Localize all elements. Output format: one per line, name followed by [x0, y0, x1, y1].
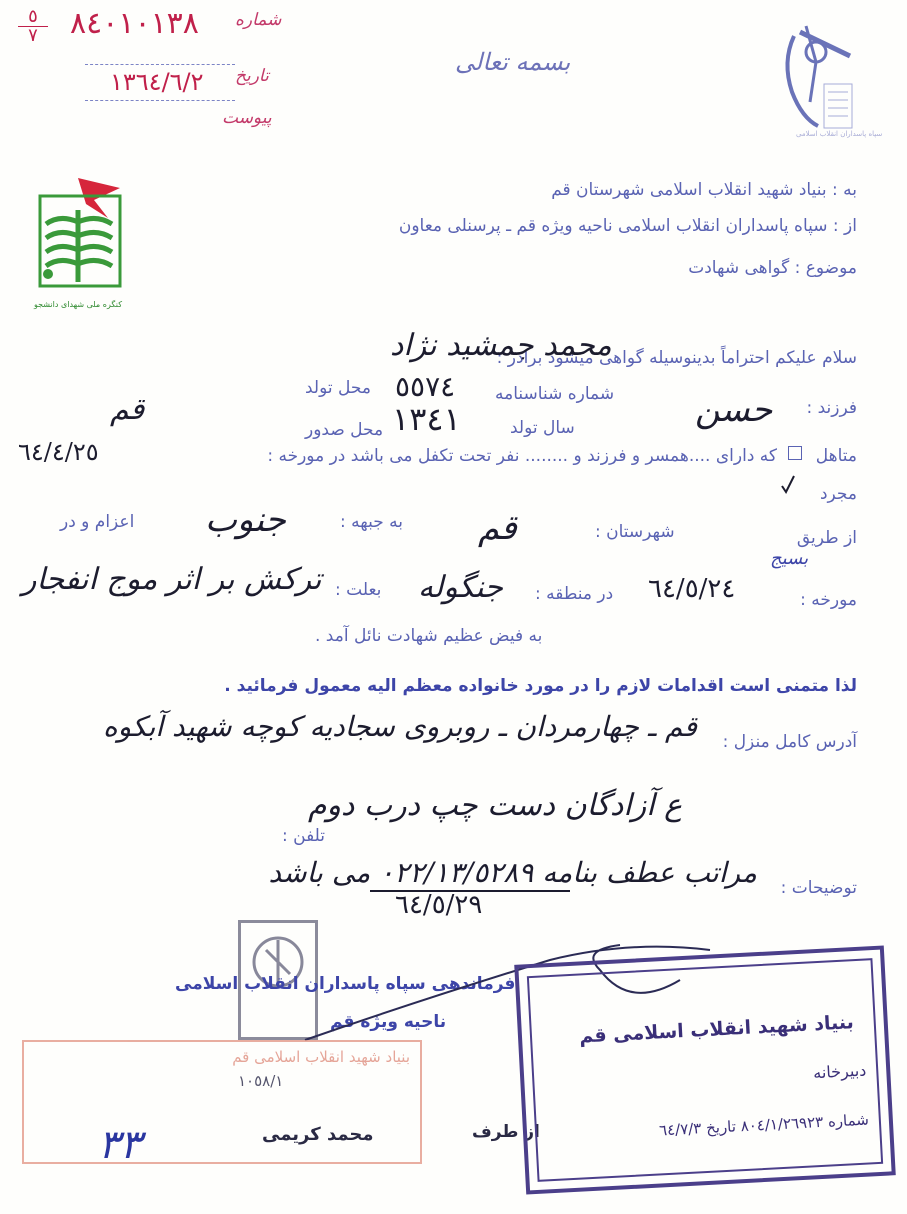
- notes-date: ٦٤/٥/٢٩: [395, 890, 483, 920]
- birth-place-label: محل تولد: [305, 378, 371, 398]
- letter-date: ١٣٦٤/٦/٢: [110, 68, 204, 96]
- stamp-line-3: شماره ٨٠٤/١/٢٦٩٢٣ تاریخ ٦٤/٧/٣: [658, 1110, 870, 1140]
- from-line: از : سپاه پاسداران انقلاب اسلامی ناحیه ویژه قم ـ پرسنلی معاون: [398, 216, 857, 236]
- to-line: به : بنیاد شهید انقلاب اسلامی شهرستان قم: [551, 180, 857, 200]
- signature-line-2: ناحیه ویژه قم: [330, 1012, 447, 1032]
- date-label-body: مورخه :: [800, 590, 857, 610]
- number-fraction: ٥ ٧: [18, 8, 48, 45]
- signer-name: محمد کریمی: [262, 1124, 374, 1145]
- martyrdom-date: ٦٤/٥/٢٤: [648, 574, 736, 604]
- phone-label: تلفن :: [282, 826, 326, 846]
- attachment-label: پیوست: [222, 108, 272, 128]
- martyr-name: محمد جمشید نژاد: [390, 328, 612, 363]
- martyrdom-text: به فیض عظیم شهادت نائل آمد .: [315, 626, 543, 646]
- subject-line: موضوع : گواهی شهادت: [688, 258, 857, 278]
- dispatch-label: اعزام و در: [60, 512, 135, 532]
- handwritten-number: ٣٣: [98, 1122, 141, 1168]
- stamp-line-2: دبیرخانه: [812, 1060, 867, 1083]
- id-label: شماره شناسنامه: [495, 384, 615, 404]
- greeting-line: سلام علیکم احتراماً بدینوسیله گواهی میشود برادر :: [496, 348, 857, 368]
- letter-number: ٨٤٠١٠١٣٨: [70, 6, 199, 41]
- birth-year-label: سال تولد: [510, 418, 575, 438]
- red-stamp: [22, 1040, 422, 1164]
- birth-year: ١٣٤١: [392, 400, 461, 438]
- signature-line-1: فرماندهی سپاه پاسداران انقلاب اسلامی: [175, 974, 516, 994]
- region-value: جنگوله: [418, 570, 503, 605]
- married-text: که دارای ....همسر و فرزند و ........ نفر تحت تکفل می باشد در مورخه :: [267, 446, 777, 466]
- secretariat-stamp: [514, 945, 896, 1194]
- single-label: مجرد: [819, 484, 857, 504]
- region-label: در منطقه :: [535, 584, 614, 604]
- via-value: بسیج: [770, 548, 809, 569]
- request-text: لذا متمنی است اقدامات لازم را در مورد خانواده معظم الیه معمول فرمائید .: [224, 676, 857, 696]
- number-label: شماره: [235, 10, 282, 30]
- father-name: حسن: [695, 390, 773, 430]
- front-label: به جبهه :: [340, 512, 403, 532]
- signature-from-label: از طرف: [472, 1122, 540, 1142]
- id-number: ٥٥٧٤: [395, 370, 456, 403]
- married-label: متاهل: [815, 446, 857, 466]
- single-checkmark-icon: [780, 474, 796, 494]
- issue-place-label: محل صدور: [305, 420, 384, 440]
- red-stamp-text: بنیاد شهید انقلاب اسلامی قم: [232, 1048, 410, 1066]
- issue-place: قم: [110, 392, 145, 427]
- address-line-2: ع آزادگان دست چپ درب دوم: [307, 788, 682, 823]
- cause-label: بعلت :: [335, 580, 382, 600]
- married-checkbox: [788, 446, 802, 460]
- bismillah: بسمه تعالی: [455, 48, 571, 76]
- notes-label: توضیحات :: [780, 878, 857, 898]
- front-value: جنوب: [205, 500, 286, 540]
- via-city-label: شهرستان :: [595, 522, 675, 542]
- red-stamp-number: ١٠٥٨/١: [238, 1072, 284, 1090]
- emblem-caption: سپاه پاسداران انقلاب اسلامی: [796, 130, 883, 138]
- address-label: آدرس کامل منزل :: [722, 732, 857, 752]
- via-city: قم: [478, 508, 517, 548]
- cause-value: ترکش بر اثر موج انفجار: [22, 562, 322, 597]
- date-label: تاریخ: [235, 66, 269, 86]
- irgc-emblem-icon: [772, 22, 862, 134]
- student-martyrs-congress-logo: [28, 174, 130, 308]
- notes-value: مراتب عطف بنامه ٠٢٢/١٣/٥٢٨٩ می باشد: [268, 856, 757, 889]
- address-line-1: قم ـ چهارمردان ـ روبروی سجادیه کوچه شهید آبکوه: [102, 710, 697, 743]
- stamp-line-1: بنیاد شهید انقلاب اسلامی قم: [578, 1011, 855, 1048]
- married-date: ٦٤/٤/٢٥: [18, 438, 99, 466]
- father-label: فرزند :: [806, 398, 857, 418]
- via-label: از طریق: [796, 528, 857, 548]
- logo-caption: کنگره ملی شهدای دانشجو: [34, 300, 122, 309]
